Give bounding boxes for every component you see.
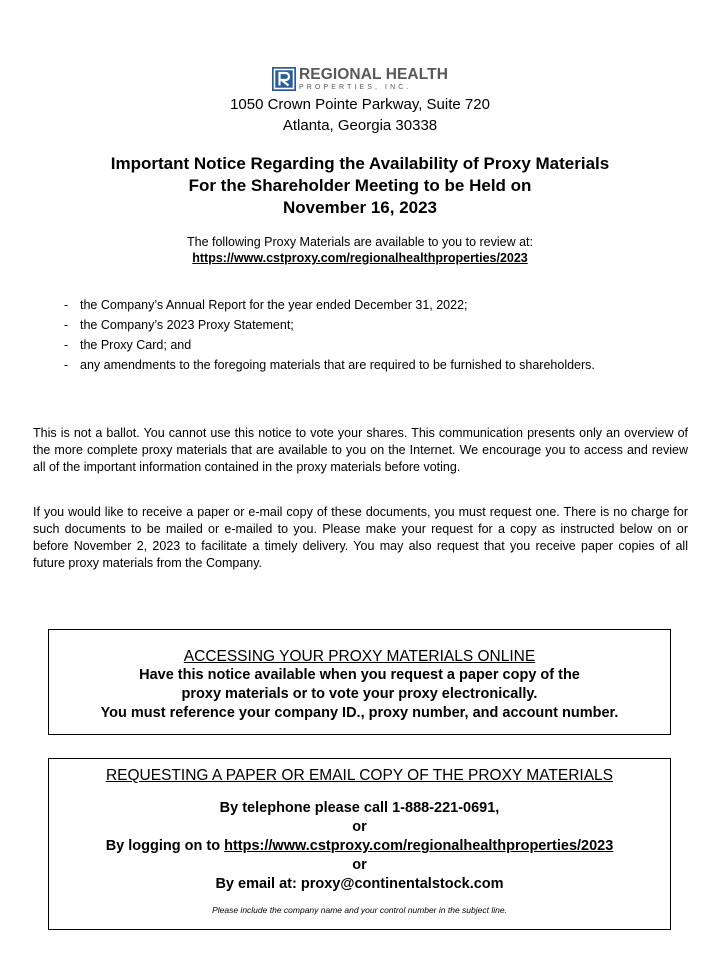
- online-access-line-1: Have this notice available when you request a paper copy of the: [139, 667, 580, 683]
- proxy-materials-link[interactable]: https://www.cstproxy.com/regionalhealthproperties/2023: [192, 251, 528, 265]
- or-separator-2: or: [352, 857, 367, 873]
- bullet-dash: -: [64, 338, 69, 352]
- not-a-ballot-paragraph: This is not a ballot. You cannot use this notice to vote your shares. This communication presents only an overview of the more complete proxy materials that are available to you on the Internet. We encourage you to access and review all of the important information contained in the proxy materials before voting.: [33, 425, 688, 474]
- list-item: [64, 355, 704, 375]
- logo-company-subtitle: PROPERTIES, INC.: [298, 83, 412, 91]
- list-item: [64, 315, 704, 335]
- subject-line-note: Please include the company name and your control number in the subject line.: [212, 905, 507, 915]
- list-item: [64, 295, 704, 315]
- availability-notice: [0, 234, 720, 266]
- notice-title-line-2: For the Shareholder Meeting to be Held on: [188, 176, 532, 195]
- online-access-box: [48, 629, 671, 735]
- address-line-2: Atlanta, Georgia 30338: [282, 117, 438, 134]
- list-item-text: the Company’s Annual Report for the year ended December 31, 2022;: [80, 298, 468, 312]
- logging-on-line: [49, 837, 670, 856]
- logo-company-name: REGIONAL HEALTH: [298, 66, 449, 84]
- request-copy-heading: REQUESTING A PAPER OR EMAIL COPY OF THE PROXY MATERIALS: [105, 767, 614, 784]
- logging-on-prefix: By logging on to: [105, 838, 225, 854]
- email-line: By email at: proxy@continentalstock.com: [215, 876, 504, 892]
- notice-title-line-3: November 16, 2023: [282, 198, 438, 217]
- bullet-dash: -: [64, 318, 69, 332]
- address-line-1: 1050 Crown Pointe Parkway, Suite 720: [230, 96, 490, 113]
- request-materials-link[interactable]: https://www.cstproxy.com/regionalhealthproperties/2023: [224, 838, 614, 854]
- online-access-line-3: You must reference your company ID., proxy number, and account number.: [100, 705, 619, 721]
- online-access-heading: ACCESSING YOUR PROXY MATERIALS ONLINE: [183, 648, 536, 665]
- list-item: [64, 335, 704, 355]
- notice-title: [0, 153, 720, 219]
- materials-list: [64, 295, 704, 375]
- request-copy-box: [48, 758, 671, 930]
- list-item-text: any amendments to the foregoing materials that are required to be furnished to shareholders.: [80, 358, 595, 372]
- bullet-dash: -: [64, 298, 69, 312]
- regional-health-logo-icon: [272, 67, 296, 91]
- list-item-text: the Company’s 2023 Proxy Statement;: [80, 318, 294, 332]
- online-access-line-2: proxy materials or to vote your proxy electronically.: [181, 686, 538, 702]
- notice-title-line-1: Important Notice Regarding the Availability of Proxy Materials: [110, 154, 610, 173]
- or-separator-1: or: [352, 819, 367, 835]
- bullet-dash: -: [64, 358, 69, 372]
- telephone-line: By telephone please call 1-888-221-0691,: [219, 800, 500, 816]
- list-item-text: the Proxy Card; and: [80, 338, 192, 352]
- availability-intro: The following Proxy Materials are available to you to review at:: [187, 235, 533, 249]
- request-copy-paragraph: If you would like to receive a paper or e-mail copy of these documents, you must request one. There is no charge for such documents to be mailed or e-mailed to you. Please make your request for a copy as instructed below on or before November 2, 2023 to facilitate a timely delivery. You may also request that you receive paper copies of all future proxy materials from the Company.: [33, 504, 688, 570]
- company-logo: [0, 67, 720, 91]
